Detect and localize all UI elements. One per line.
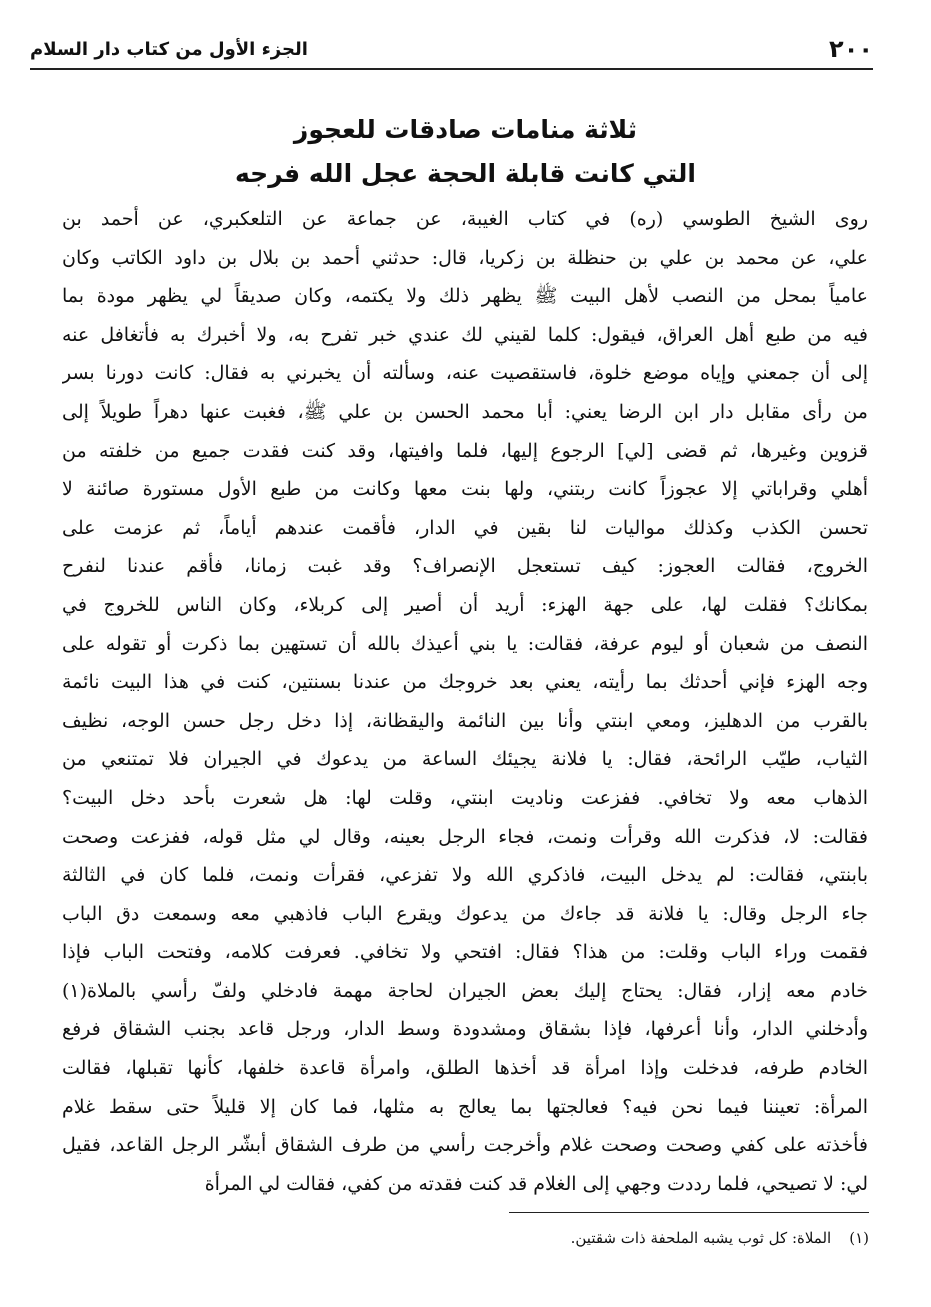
body-line: إلى أن جمعني وإياه موضع خلوة، فاستقصيت عنه، وسألته أن يخبرني به فقال: كانت دورنا بسر	[62, 362, 868, 385]
footnote	[63, 1226, 869, 1250]
body-line: فقالت: لا، فذكرت الله وقرأت ونمت، فجاء الرجل بعينه، وقال لي مثل قوله، ففزعت وصحت	[62, 825, 868, 848]
body-line: الخروج، فقالت العجوز: كيف تستعجل الإنصراف؟ وقد غبت زمانا، فأقم عندنا لنفرح	[62, 555, 868, 578]
body-line: لي: لا تصيحي، فلما رددت وجهي إلى الغلام قد كنت فقدته من كفي، فقالت لي المرأة	[204, 1172, 868, 1195]
body-line: النصف من شعبان أو ليوم عرفة، فقالت: يا بني أعيذك بالله أن تستهين بما ذكرت أو تقوله على	[62, 632, 868, 655]
running-head: الجزء الأول من كتاب دار السلام	[30, 39, 308, 60]
body-line: بالقرب من الدهليز، ومعي ابنتي وأنا بين النائمة واليقظانة، إذا دخل رجل حسن الوجه، نظيف	[62, 709, 868, 732]
body-line: الذهاب معه ولا تخافي. ففزعت وناديت ابنتي، وقلت لها: هل شعرت بأحد دخل البيت؟	[62, 786, 868, 809]
body-line: وأدخلني الدار، وأنا أعرفها، فإذا بشقاق ومشدودة وسط الدار، ورجل قاعد بجنب الشقاق فرفع	[62, 1018, 868, 1041]
body-line: بمكانك؟ فقلت لها، على جهة الهزء: أريد أن أصير إلى كربلاء، وكان الناس للخروج في	[62, 593, 868, 616]
body-line: قزوين وغيرها، ثم قضى [لي] الرجوع إليها، فلما وافيتها، وقد كنت فقدت جميع من خلفته من	[62, 439, 868, 462]
body-line: الثياب، طيّب الرائحة، فقال: يا فلانة يجيئك الساعة من يدعوك في الجيران فلا تمتنعي من	[62, 748, 868, 771]
footnote-marker: (١)	[849, 1229, 869, 1247]
footnote-text: الملاة: كل ثوب يشبه الملحفة ذات شقتين.	[570, 1229, 832, 1247]
body-line: علي، عن محمد بن علي بن حنظلة بن زكريا، قال: حدثني أحمد بن بلال بن داود الكاتب وكان	[62, 246, 868, 269]
body-line: الخادم طرفه، فدخلت وإذا امرأة قد أخذها الطلق، وامرأة قاعدة خلفها، كأنها تقبلها، فقالت	[62, 1057, 868, 1080]
body-line: عامياً بمحل من النصب لأهل البيت ﷺ يظهر ذلك ولا يكتمه، وكان صديقاً لي يظهر مودة بما	[62, 285, 868, 308]
page-header	[30, 28, 873, 68]
body-line: جاء الرجل وقال: يا فلانة قد جاءك من يدعوك ويقرع الباب فاذهبي معه وسمعت دق الباب	[62, 902, 868, 925]
body-text	[62, 200, 868, 1203]
body-line: من رأى مقابل دار ابن الرضا يعني: أبا محمد الحسن بن علي ﷺ، فغبت عنها دهراً طويلاً إلى	[62, 400, 868, 423]
body-line: خادم معه إزار، فقال: يحتاج إليك بعض الجيران لحاجة مهمة فادخلي ولفّ رأسي بالملاة(١)	[62, 979, 868, 1002]
chapter-title-line-2: التي كانت قابلة الحجة عجل الله فرجه	[235, 159, 696, 188]
body-line: روى الشيخ الطوسي (ره) في كتاب الغيبة، عن جماعة عن التلعكبري، عن أحمد بن	[62, 208, 868, 230]
body-line: فيه من طبع أهل العراق، فيقول: كلما لقيني لك عندي خبر تفرح به، ولا أخبرك به فأتغافل عنه	[62, 323, 868, 346]
chapter-title	[60, 108, 871, 196]
header-rule	[30, 68, 873, 70]
body-line: فقمت وراء الباب وقلت: من هذا؟ فقال: افتحي ولا تخافي. فعرفت كلامه، وفتحت الباب فإذا	[62, 941, 868, 964]
page-number: ٢٠٠	[829, 35, 873, 63]
body-line: فأخذته على كفي وصحت وصحت غلام وأخرجت رأسي من طرف الشقاق أبشّر الرجل القاعد، فقيل	[62, 1134, 868, 1157]
body-line: بابنتي، فقالت: لم يدخل البيت، فاذكري الله ولا تفزعي، فقرأت ونمت، فلما كان في الثالثة	[62, 864, 868, 887]
body-line: المرأة: تعيننا فيما نحن فيه؟ فعالجتها بما يعالج به مثلها، فما كان إلا قليلاً حتى سقط غلام	[62, 1095, 868, 1118]
body-line: وجه الهزء فإني أحدثك بما رأيته، يعني بعد خروجك من عندنا بسنتين، كنت في هذا البيت نائمة	[62, 671, 868, 694]
footnote-rule	[509, 1212, 869, 1213]
chapter-title-line-1: ثلاثة منامات صادقات للعجوز	[293, 115, 638, 144]
body-line: أهلي وقراباتي إلا عجوزاً كانت ربتني، ولها بنت معها وكانت من طبع الأول مستورة صائنة لا	[62, 478, 868, 501]
body-line: تحسن الكذب وكذلك مواليات لنا بقين في الدار، فأقمت عندهم أياماً، ثم عزمت على	[62, 516, 868, 539]
